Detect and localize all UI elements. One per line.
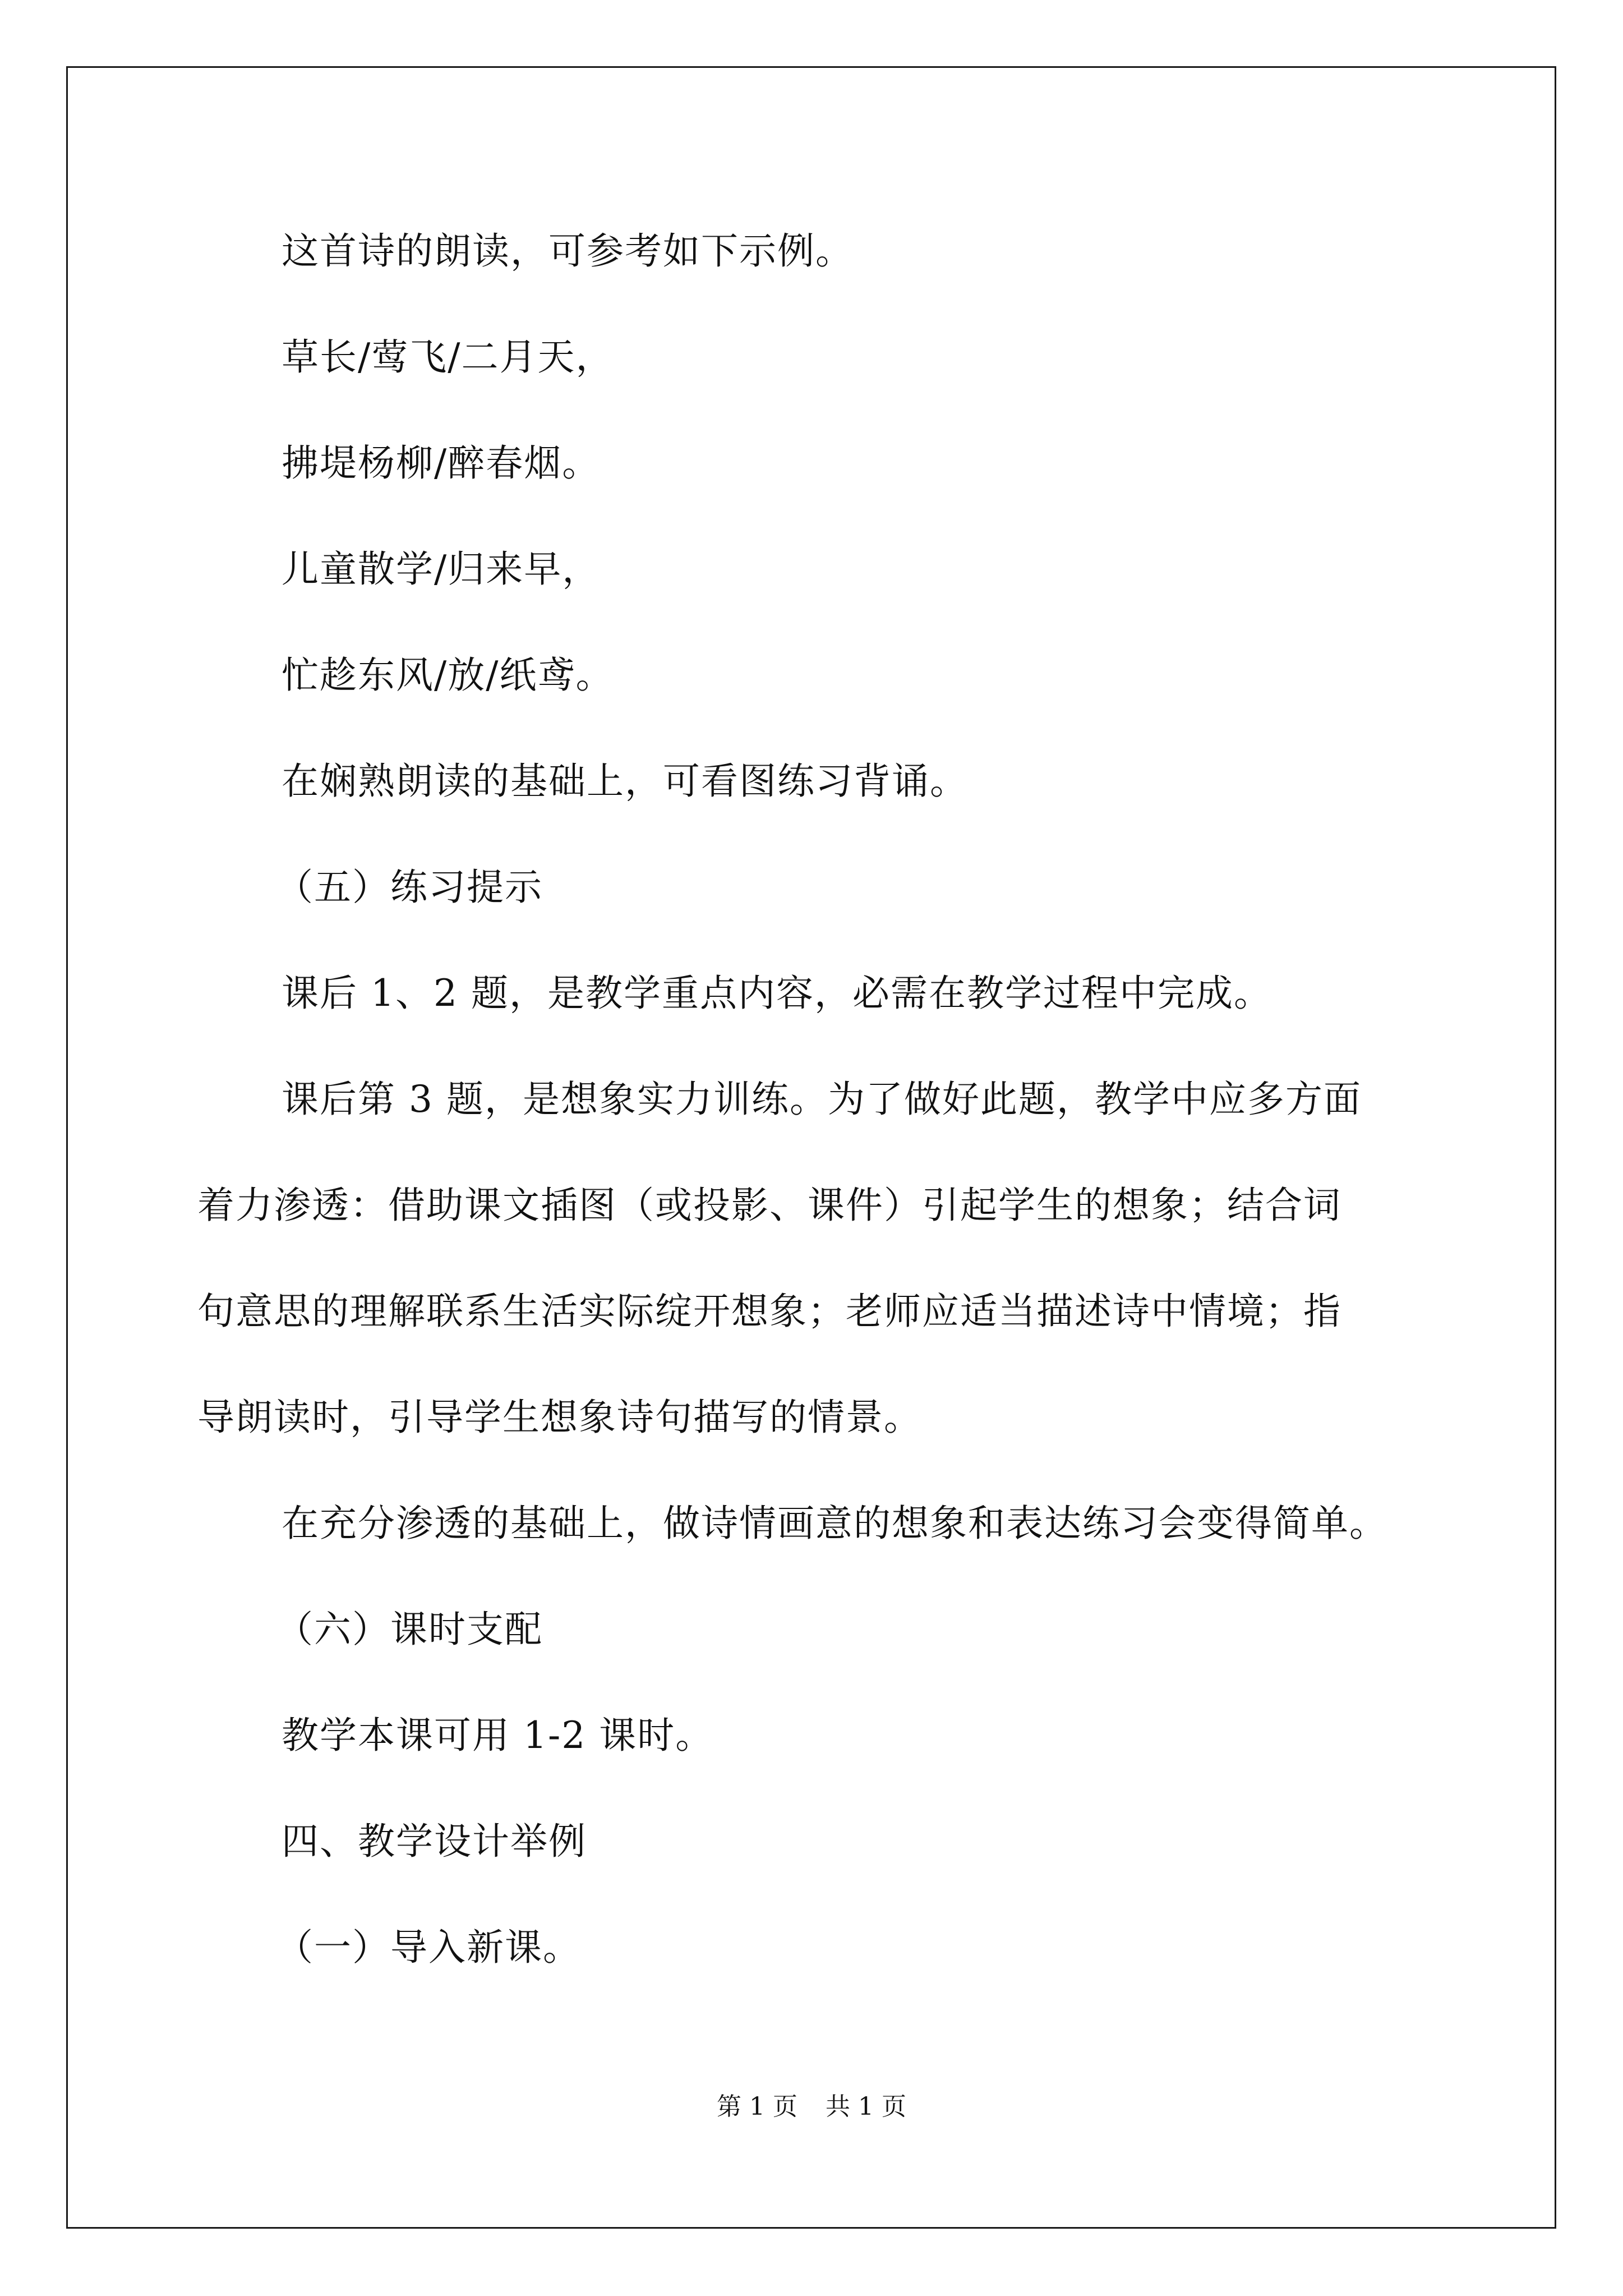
page-border: [66, 66, 1556, 2229]
section-heading: （五）练习提示: [276, 866, 543, 909]
paragraph-line: 教学本课可用 1-2 课时。: [282, 1714, 714, 1757]
paragraph-line: 句意思的理解联系生活实际绽开想象；老师应适当描述诗中情境；指: [197, 1290, 1341, 1333]
section-heading: 四、教学设计举例: [282, 1820, 587, 1863]
paragraph-line: 这首诗的朗读，可参考如下示例。: [282, 229, 854, 273]
poem-line-3: 儿童散学/归来早，: [282, 547, 601, 591]
poem-line-4: 忙趁东风/放/纸鸢。: [282, 654, 614, 697]
page-number: 第 1 页: [717, 2092, 797, 2121]
section-heading: （一）导入新课。: [276, 1926, 581, 1969]
poem-line-2: 拂堤杨柳/醉春烟。: [282, 441, 601, 485]
poem-line-1: 草长/莺飞/二月天，: [282, 335, 614, 379]
paragraph-line: 着力渗透：借助课文插图（或投影、课件）引起学生的想象；结合词: [197, 1184, 1341, 1227]
page-total: 共 1 页: [826, 2092, 906, 2121]
paragraph-line: 在充分渗透的基础上，做诗情画意的想象和表达练习会变得简单。: [282, 1502, 1387, 1545]
paragraph-line: 导朗读时，引导学生想象诗句描写的情景。: [197, 1396, 922, 1439]
paragraph-line: 在娴熟朗读的基础上，可看图练习背诵。: [282, 760, 968, 803]
page-footer: [0, 2091, 1623, 2123]
section-heading: （六）课时支配: [276, 1608, 543, 1651]
paragraph-line: 课后 1、2 题，是教学重点内容，必需在教学过程中完成。: [282, 972, 1272, 1015]
paragraph-line: 课后第 3 题，是想象实力训练。为了做好此题，教学中应多方面: [282, 1078, 1362, 1121]
